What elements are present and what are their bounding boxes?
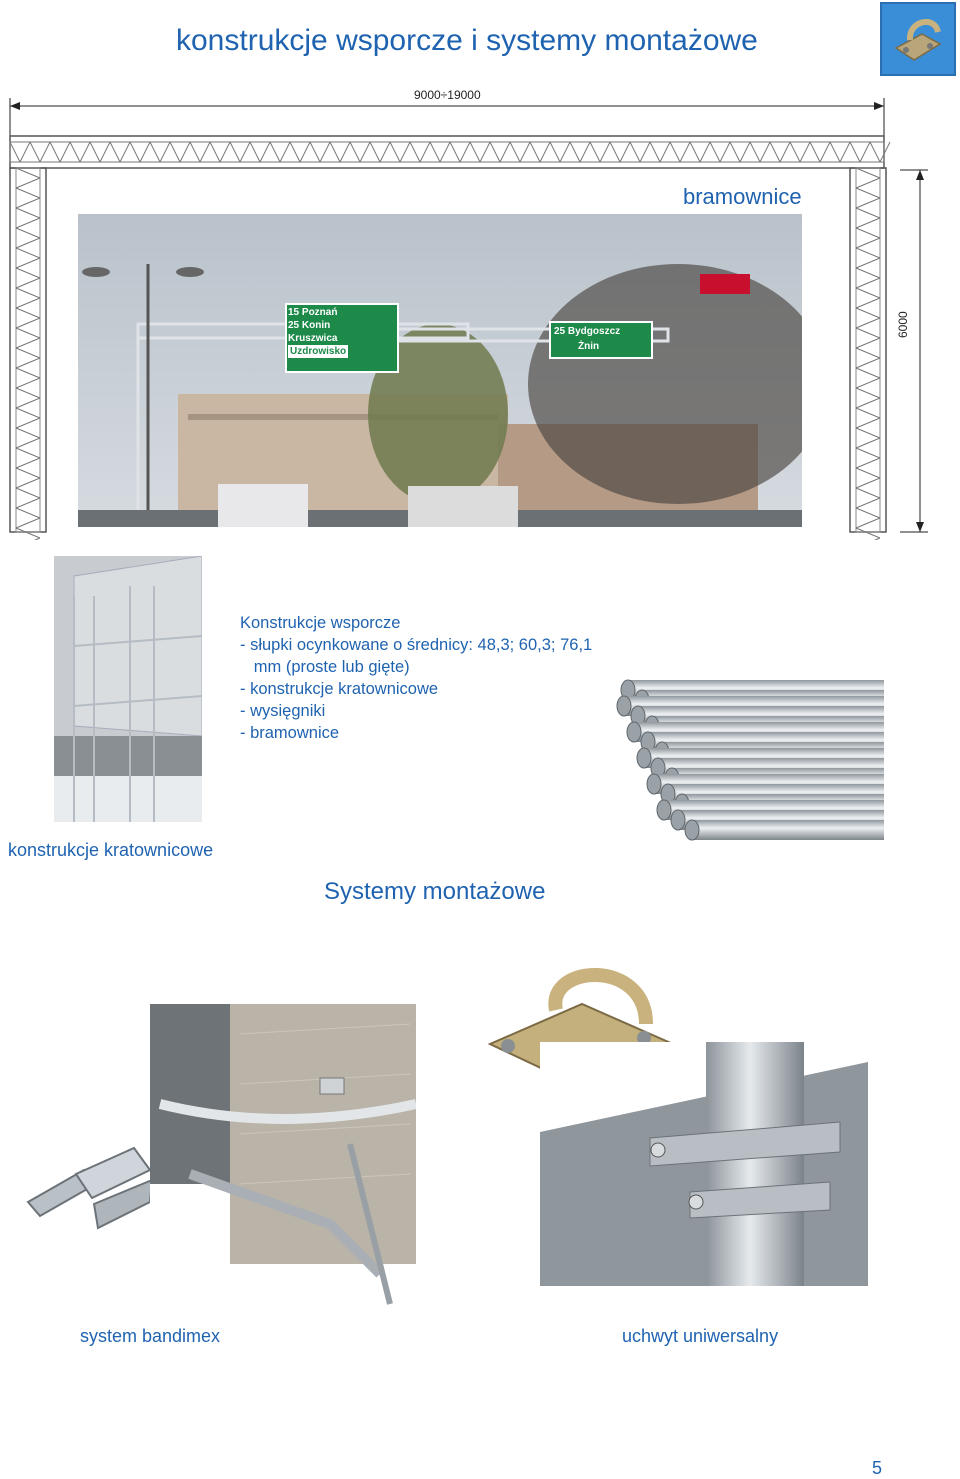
universal-clamp-photo (540, 1042, 868, 1286)
sign-line: 25 Bydgoszcz (554, 326, 621, 337)
span-dimension-label: 9000÷19000 (414, 88, 481, 102)
road-gantry-photo (78, 214, 802, 527)
left-road-sign (288, 306, 396, 358)
bandimex-tool-photo (150, 1004, 416, 1314)
pipe-clamp-icon (880, 2, 956, 76)
list-item: - słupki ocynkowane o średnicy: 48,3; 60,3; 76,1 (240, 636, 593, 654)
sign-line: 15 Poznań (288, 307, 338, 318)
bandimex-caption: system bandimex (80, 1326, 221, 1346)
bandimex-clip-photo (24, 1144, 156, 1236)
list-item: mm (proste lub gięte) (240, 658, 410, 676)
supports-list (240, 612, 592, 744)
page-number: 5 (871, 1458, 882, 1478)
sign-line: Kruszwica (288, 333, 338, 344)
sign-line: 25 Konin (288, 320, 331, 331)
sign-line: Żnin (578, 341, 600, 352)
supports-heading: Konstrukcje wsporcze (240, 614, 401, 632)
galvanized-pipes-photo (604, 672, 884, 844)
list-item: - bramownice (240, 724, 340, 742)
sign-line: Uzdrowisko (290, 346, 347, 357)
universal-clamp-caption: uchwyt uniwersalny (622, 1326, 779, 1346)
page-title: konstrukcje wsporcze i systemy montażowe (176, 24, 758, 57)
gantry-caption: bramownice (683, 184, 802, 209)
list-item: - wysięgniki (240, 702, 326, 720)
mounting-title: Systemy montażowe (324, 878, 546, 905)
lattice-caption: konstrukcje kratownicowe (8, 840, 214, 860)
height-dimension-label: 6000 (896, 311, 910, 338)
list-item: - konstrukcje kratownicowe (240, 680, 439, 698)
lattice-structure-photo (54, 556, 202, 822)
right-road-sign (554, 324, 652, 354)
